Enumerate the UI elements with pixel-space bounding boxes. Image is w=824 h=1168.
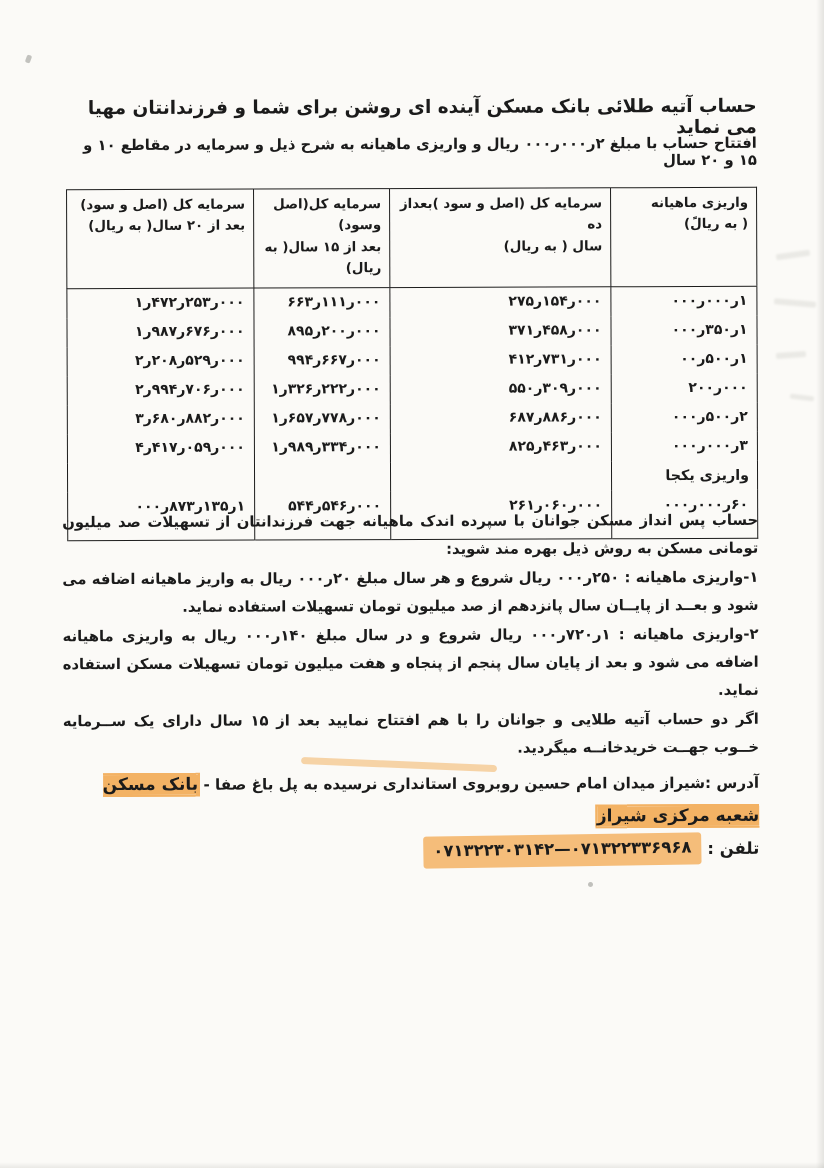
header-line: واریزی ماهیانه (650, 195, 749, 212)
paragraph-item-2: ۲-واریزی ماهیانه : ‭۰۰۰ر۷۲۰ر۱‬ ریال شروع و در سال مبلغ ‭۰۰۰ر۱۴۰‬ ریال به واریزی ماهیانه اضافه می شود و بعد از پایان سال پنجم از پنجاه و هفت میلیون تومان تسهیلات مسکن استفاده نماید. (62, 625, 759, 699)
phone-label: تلفن : (707, 838, 760, 858)
cell-monthly: ۰۰۰ر۰۰۰ر۱ (611, 286, 757, 316)
header-line: بعد از ۱۵ سال( به ریال) (264, 239, 382, 277)
cell-10yr: ۶۸۷ر۸۸۶ر۰۰۰ (390, 403, 611, 433)
cell-monthly: ۰۰۰ر۰۰۰ر۳ (611, 432, 757, 462)
header-monthly-deposit (611, 187, 757, 286)
address-line (63, 767, 759, 835)
page-title: حساب آتیه طلائی بانک مسکن آینده ای روشن برای شما و فرزندانتان مهیا می نماید (87, 95, 757, 139)
cell-10yr: ۲۶۱ر۰۶۰ر۰۰۰ (391, 490, 612, 539)
cell-20yr: ۱ر۹۸۷ر۶۷۶ر۰۰۰ (67, 317, 254, 347)
cell-empty (390, 461, 611, 491)
cell-monthly: ۰۰۰ر۵۰۰ر۲ (611, 403, 757, 433)
table-row-lumpsum-label (67, 461, 757, 492)
cell-15yr: ۱ر۶۵۷ر۷۷۸ر۰۰۰ (254, 404, 390, 433)
cell-20yr: ۰۰۰ر۸۷۳ر۱۳۵ر۱ (68, 491, 255, 540)
table-row (67, 316, 757, 347)
cell-15yr: ۱ر۳۲۶ر۲۲۲ر۰۰۰ (254, 375, 390, 404)
cell-15yr: ۶۶۳ر۱۱۱ر۰۰۰ (254, 287, 390, 317)
scan-edge-shadow-bottom (0, 1162, 824, 1168)
header-line: بعد از ۲۰ سال( به ریال) (88, 219, 246, 235)
cell-monthly: ۰۰ر۵۰۰ر۱ (611, 345, 757, 375)
cell-10yr: ۲۷۵ر۱۵۴ر۰۰۰ (390, 287, 611, 317)
header-capital-10yr (390, 188, 611, 288)
cell-20yr: ۲ر۹۹۴ر۷۰۶ر۰۰۰ (67, 375, 254, 405)
address-highlighted-bank-name: بانک مسکن شعبه مرکزی شیراز (102, 774, 760, 827)
cell-10yr: ۳۷۱ر۴۵۸ر۰۰۰ (390, 316, 611, 346)
table-row (67, 403, 757, 434)
cell-monthly: ۲۰۰ر۰۰۰ (611, 374, 757, 404)
phone-numbers: ۰۷۱۳۲۲۳۰۳۱۴۲—۰۷۱۳۲۲۳۳۶۹۶۸ (423, 832, 702, 868)
cell-15yr: ۸۹۵ر۲۰۰ر۰۰۰ (254, 317, 390, 346)
cell-10yr: ۴۱۲ر۷۳۱ر۰۰۰ (390, 345, 611, 375)
scan-artifact-dot (588, 882, 593, 887)
phone-line (63, 834, 759, 868)
paragraph-both-accounts: اگر دو حساب آتیه طلایی و جوانان را با هم افتتاح نمایید بعد از ۱۵ سال دارای یک ســرمایه خــوب جهــت خریدخانــه میگردید. (62, 710, 760, 757)
cell-10yr: ۵۵۰ر۳۰۹ر۰۰۰ (390, 374, 611, 404)
paragraph-item-1: ۱-واریزی ماهیانه : ‭۰۰۰ر۲۵۰‬ ریال شروع و هر سال مبلغ ‭۰۰۰ر۲۰‬ ریال به واریز ماهیانه اضافه می شود و بعــد از پایــان سال پانزدهم از صد میلیون تومان تسهیلات استفاده نماید. (62, 568, 759, 616)
cell-20yr: ۱ر۴۷۲ر۲۵۳ر۰۰۰ (67, 288, 254, 318)
paragraph-intro: حساب پس انداز مسکن جوانان با سپرده اندک ماهیانه جهت فرزندانتان از تسهیلات صد میلیون تومانی مسکن به روش ذیل بهره مند شوید: (62, 511, 759, 558)
cell-20yr: ۲ر۲۰۸ر۵۲۹ر۰۰۰ (67, 346, 254, 376)
header-capital-15yr (254, 189, 390, 288)
cell-lumpsum-label: واریزی یکجا (611, 461, 757, 491)
header-line: سرمایه کل (اصل و سود) (80, 197, 246, 214)
header-line: سرمایه کل (اصل و سود )بعداز ده (399, 196, 603, 233)
scan-edge-shadow-right (816, 0, 824, 1168)
cell-monthly: ۰۰۰ر۰۰۰ر۶۰ (612, 490, 758, 539)
cell-15yr: ۹۹۴ر۶۶۷ر۰۰۰ (254, 346, 390, 375)
header-line: سال ( به ریال) (503, 239, 603, 255)
cell-20yr: ۴ر۴۱۷ر۰۵۹ر۰۰۰ (67, 433, 254, 463)
cell-monthly: ۰۰۰ر۳۵۰ر۱ (611, 316, 757, 346)
cell-empty (67, 462, 254, 492)
body-text (62, 507, 759, 869)
table-header-row (67, 187, 757, 288)
table-row (67, 286, 757, 318)
rates-table (66, 187, 758, 541)
address-text: آدرس :شیراز میدان امام حسین روبروی استانداری نرسیده به پل باغ صفا - (198, 773, 760, 794)
cell-15yr: ۱ر۹۸۹ر۳۳۴ر۰۰۰ (254, 433, 390, 462)
header-capital-20yr (67, 189, 254, 288)
table-row (67, 374, 757, 405)
cell-empty (254, 462, 390, 491)
cell-20yr: ۳ر۶۸۰ر۸۸۲ر۰۰۰ (67, 404, 254, 434)
table-row (67, 345, 757, 376)
cell-15yr: ۵۴۴ر۵۴۶ر۰۰۰ (255, 491, 391, 540)
page-subtitle: افتتاح حساب با مبلغ ‭۰۰۰ر۰۰۰ر۲‬ ریال و واریزی ماهیانه به شرح ذیل و سرمایه در مقاطع ۱۰ و ۱۵ و ۲۰ سال (83, 134, 757, 170)
table-row (67, 432, 757, 463)
header-line: ( به ریالً) (684, 217, 749, 233)
cell-10yr: ۸۲۵ر۴۶۳ر۰۰۰ (390, 432, 611, 462)
header-line: سرمایه کل(اصل وسود) (273, 197, 382, 234)
